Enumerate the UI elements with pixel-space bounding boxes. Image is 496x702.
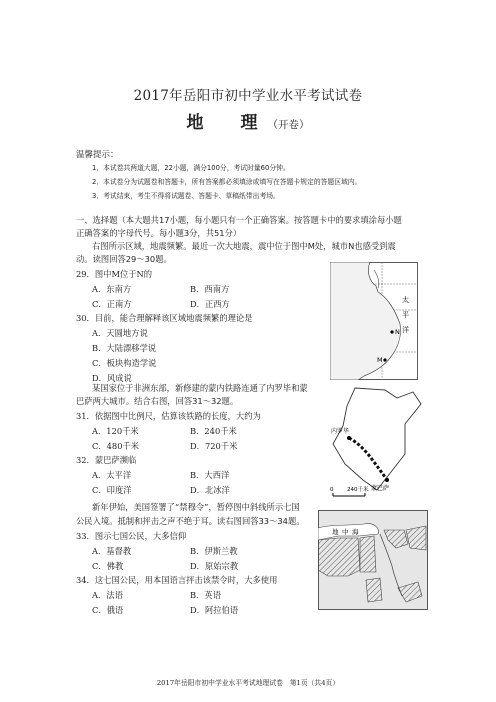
- question-32: 32．蒙巴萨濒临: [76, 455, 137, 465]
- middle-east-map: [318, 510, 428, 610]
- page-footer: 2017年岳阳市初中学业水平考试地理试卷 第1页（共4页）: [156, 679, 340, 687]
- tip-item: 1．本试卷共两道大题，22小题，满分100分，考试时量60分钟。: [92, 164, 290, 172]
- question-31: 31．依据图中比例尺，估算该铁路的长度，大约为: [76, 411, 261, 421]
- ocean-label: 太: [402, 296, 409, 304]
- passage-2-cont: 巴萨两大城市。结合右图，回答31～32题。: [76, 396, 239, 406]
- tip-item: 2．本试卷分为试题卷和答题卡，所有答案都必须填涂或填写在答题卡规定的答题区域内。: [92, 178, 362, 186]
- question-29: 29．图中M位于N的: [76, 269, 153, 279]
- tip-item: 3．考试结束，考生不得将试题卷、答题卡、草稿纸带出考场。: [92, 192, 280, 200]
- section-heading-cont: 正确答案的字母代号。每小题3分，共51分）: [76, 228, 242, 238]
- question-30: 30．目前，能合理解释该区域地震频繁的理论是: [76, 313, 253, 323]
- question-33: 33．图示七国公民，大多信仰: [76, 531, 187, 541]
- option: D．阿拉伯语: [190, 605, 239, 615]
- sea-label: 中: [342, 528, 349, 536]
- option: D．北冰洋: [190, 485, 230, 495]
- passage-2: 某国家位于非洲东部，新修建的蒙内铁路连通了内罗毕和蒙: [92, 383, 308, 393]
- passage-3-cont: 公民入境。抵制和抨击之声不绝于耳。读右图回答33～34题。: [76, 516, 305, 526]
- point-label-n: N: [395, 328, 400, 336]
- passage-intro: 右图所示区域，地震频繁。最近一次大地震，震中位于图中M处，城市N也感受到震: [92, 241, 396, 251]
- option: C．俄语: [92, 605, 124, 615]
- option: A．120千米: [92, 426, 139, 436]
- option: A．天圆地方说: [92, 328, 148, 338]
- option: A．太平洋: [92, 470, 132, 480]
- option: D．正西方: [190, 299, 230, 309]
- option: A．法语: [92, 590, 123, 600]
- question-34: 34．这七国公民，用本国语言抨击该禁令时，大多使用: [76, 575, 278, 585]
- option: B．西南方: [190, 284, 230, 294]
- kenya-map: [325, 384, 425, 502]
- ocean-label: 平: [402, 311, 409, 319]
- option: C．正南方: [92, 299, 132, 309]
- sea-label: 海: [352, 528, 359, 536]
- option: C．印度洋: [92, 485, 132, 495]
- scale-label: 0: [330, 487, 334, 493]
- section-heading: 一、选择题（本大题共17小题，每小题只有一个正确答案。按答题卡中的要求填涂每小题: [76, 215, 402, 225]
- city-label-mombasa: 蒙巴萨: [371, 485, 390, 492]
- option: B．英语: [190, 590, 221, 600]
- passage-3: 新年伊始，美国签署了“禁穆令”，暂停图中斜线所示七国: [92, 502, 300, 512]
- city-label-nairobi: 内罗毕: [331, 428, 350, 435]
- option: C．480千米: [92, 441, 140, 451]
- option: D．风成说: [92, 373, 132, 383]
- option: B．240千米: [190, 426, 237, 436]
- subject-heading: [0, 108, 496, 133]
- option: B．伊斯兰教: [190, 546, 238, 556]
- tips-heading: 温馨提示：: [76, 150, 119, 160]
- option: A．东南方: [92, 284, 132, 294]
- option: B．大陆漂移学说: [92, 343, 157, 353]
- sea-label: 地: [332, 528, 339, 536]
- scale-label: 240千米: [347, 487, 369, 493]
- passage-intro-cont: 动。读图回答29～30题。: [76, 254, 172, 264]
- option: C．佛教: [92, 561, 124, 571]
- option: A．基督教: [92, 546, 132, 556]
- subject-name: 地 理: [186, 113, 268, 133]
- option: D．720千米: [190, 441, 238, 451]
- option: D．原始宗教: [190, 561, 239, 571]
- point-label-m: M: [377, 356, 383, 364]
- ocean-label: 洋: [402, 326, 409, 334]
- option: C．板块构造学说: [92, 358, 157, 368]
- exam-title: 2017年岳阳市初中学业水平考试试卷: [133, 88, 363, 104]
- subject-note: （开卷）: [267, 119, 310, 131]
- option: B．大西洋: [190, 470, 230, 480]
- japan-map: [330, 262, 418, 380]
